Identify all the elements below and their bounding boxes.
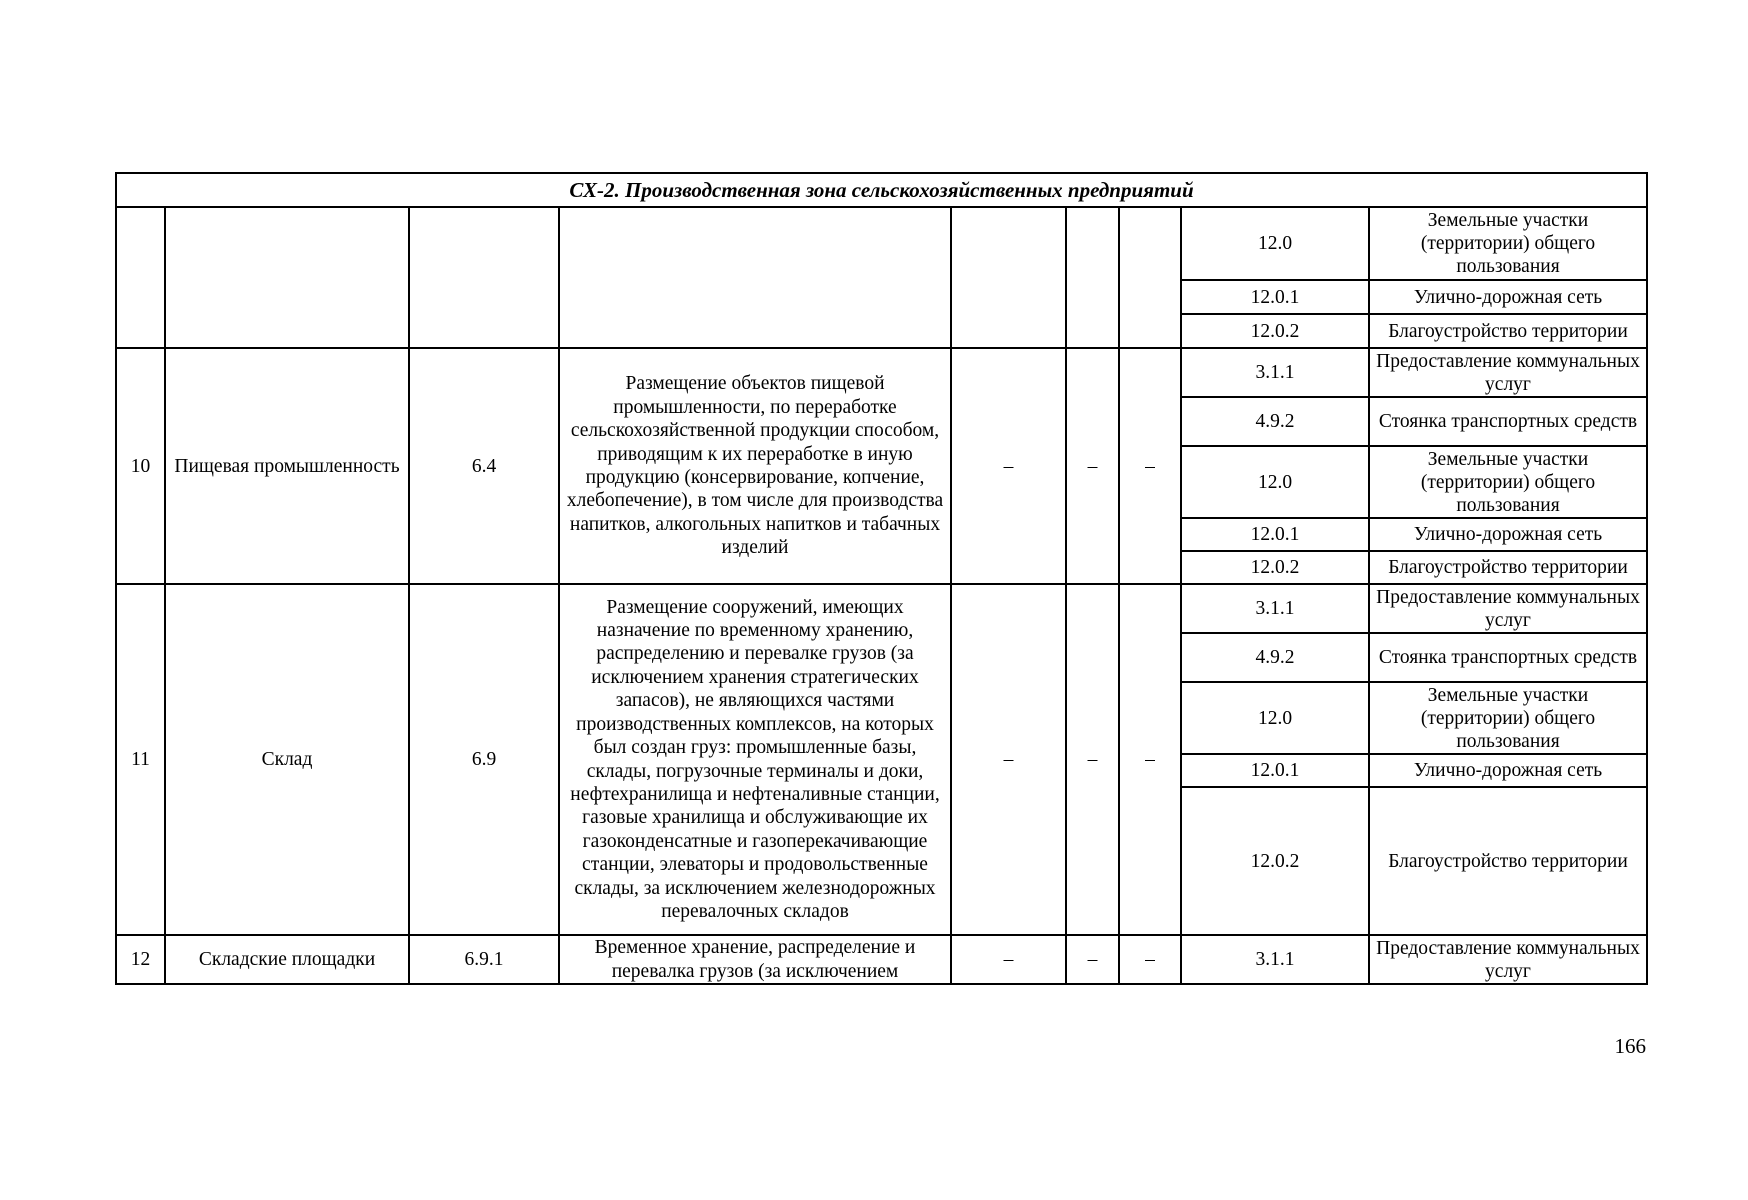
dash-cell: – — [1066, 348, 1119, 584]
empty-cell — [1066, 207, 1119, 348]
subrow-name: Стоянка транспортных средств — [1369, 397, 1647, 446]
empty-cell — [116, 207, 165, 348]
subrow-code: 12.0.2 — [1181, 314, 1369, 348]
subrow-name: Улично-дорожная сеть — [1369, 280, 1647, 314]
subrow-code: 4.9.2 — [1181, 633, 1369, 682]
subrow-name: Земельные участки (территории) общего пользования — [1369, 207, 1647, 280]
table-title: СХ-2. Производственная зона сельскохозяйственных предприятий — [116, 173, 1647, 207]
subrow-name: Благоустройство территории — [1369, 787, 1647, 935]
subrow-code: 12.0 — [1181, 446, 1369, 518]
page-number: 166 — [1614, 1034, 1646, 1058]
table-row — [116, 935, 1647, 984]
subrow-name: Благоустройство территории — [1369, 314, 1647, 348]
use-description: Размещение сооружений, имеющих назначение по временному хранению, распределению и перевалке грузов (за исключением хранения стратегических запасов), не являющихся частями производственных комплексов, на которых был создан груз: промышленные базы, склады, погрузочные терминалы и доки, нефтехранилища и нефтеналивные станции, газовые хранилища и обслуживающие их газоконденсатные и газоперекачивающие станции, элеваторы и продовольственные склады, за исключением железнодорожных перевалочных складов — [559, 584, 951, 935]
subrow-name: Земельные участки (территории) общего пользования — [1369, 682, 1647, 754]
subrow-code: 12.0 — [1181, 207, 1369, 280]
use-description: Временное хранение, распределение и перевалка грузов (за исключением — [559, 935, 951, 984]
dash-cell: – — [1119, 935, 1181, 984]
use-code: 6.9.1 — [409, 935, 559, 984]
dash-cell: – — [951, 584, 1066, 935]
empty-cell — [165, 207, 409, 348]
subrow-code: 12.0.1 — [1181, 280, 1369, 314]
subrow-code: 12.0.1 — [1181, 518, 1369, 551]
subrow-code: 3.1.1 — [1181, 348, 1369, 397]
table-row — [116, 348, 1647, 397]
subrow-name: Предоставление коммунальных услуг — [1369, 348, 1647, 397]
dash-cell: – — [1066, 935, 1119, 984]
subrow-name: Предоставление коммунальных услуг — [1369, 584, 1647, 633]
use-description: Размещение объектов пищевой промышленности, по переработке сельскохозяйственной продукции способом, приводящим к их переработке в иную продукцию (консервирование, копчение, хлебопечение), в том числе для производства напитков, алкогольных напитков и табачных изделий — [559, 348, 951, 584]
dash-cell: – — [951, 935, 1066, 984]
title-row — [116, 173, 1647, 207]
subrow-code: 12.0 — [1181, 682, 1369, 754]
row-number: 10 — [116, 348, 165, 584]
subrow-name: Земельные участки (территории) общего пользования — [1369, 446, 1647, 518]
empty-cell — [559, 207, 951, 348]
empty-cell — [1119, 207, 1181, 348]
row-number: 11 — [116, 584, 165, 935]
row-number: 12 — [116, 935, 165, 984]
subrow-code: 4.9.2 — [1181, 397, 1369, 446]
use-name: Склад — [165, 584, 409, 935]
zone-table — [115, 172, 1648, 985]
use-name: Пищевая промышленность — [165, 348, 409, 584]
table-row — [116, 584, 1647, 633]
subrow-name: Улично-дорожная сеть — [1369, 754, 1647, 787]
use-code: 6.9 — [409, 584, 559, 935]
use-name: Складские площадки — [165, 935, 409, 984]
subrow-name: Благоустройство территории — [1369, 551, 1647, 584]
empty-cell — [951, 207, 1066, 348]
table-row — [116, 207, 1647, 280]
empty-cell — [409, 207, 559, 348]
subrow-code: 12.0.2 — [1181, 551, 1369, 584]
subrow-code: 3.1.1 — [1181, 935, 1369, 984]
dash-cell: – — [1066, 584, 1119, 935]
use-code: 6.4 — [409, 348, 559, 584]
subrow-code: 12.0.2 — [1181, 787, 1369, 935]
subrow-name: Предоставление коммунальных услуг — [1369, 935, 1647, 984]
subrow-code: 12.0.1 — [1181, 754, 1369, 787]
dash-cell: – — [1119, 584, 1181, 935]
subrow-code: 3.1.1 — [1181, 584, 1369, 633]
subrow-name: Улично-дорожная сеть — [1369, 518, 1647, 551]
dash-cell: – — [951, 348, 1066, 584]
subrow-name: Стоянка транспортных средств — [1369, 633, 1647, 682]
table-body — [116, 173, 1647, 984]
dash-cell: – — [1119, 348, 1181, 584]
